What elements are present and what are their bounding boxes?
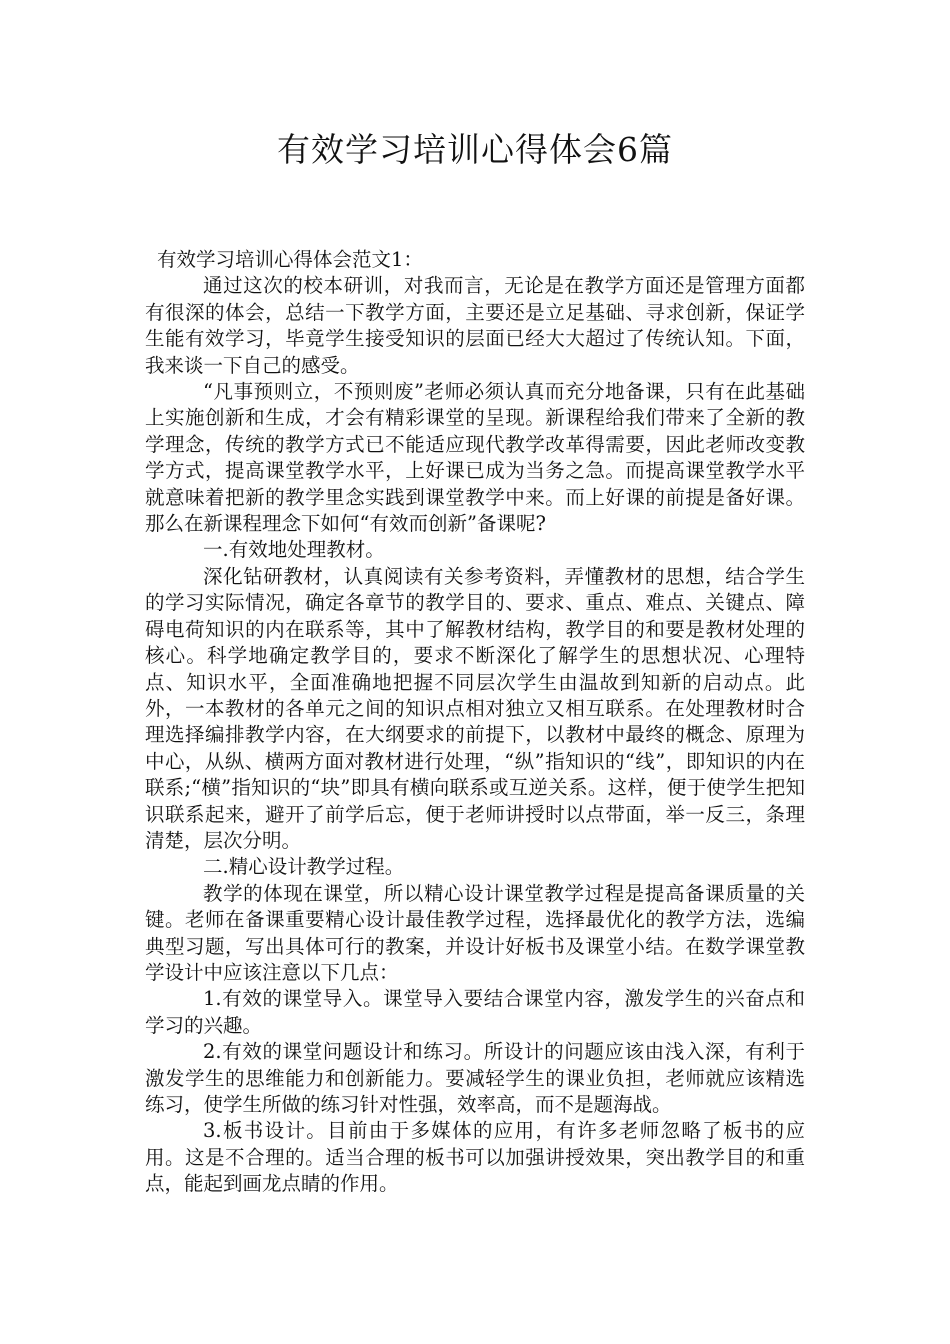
section-heading: 一.有效地处理教材。	[203, 538, 385, 562]
document-body	[145, 247, 805, 1198]
paragraph: 教学的体现在课堂，所以精心设计课堂教学过程是提高备课质量的关键。老师在备课重要精心设计最佳教学过程，选择最优化的教学方法，选编典型习题，写出具体可行的教案，并设计好板书及课堂小结。在数学课堂教学设计中应该注意以下几点：	[145, 881, 805, 984]
section-heading: 二.精心设计教学过程。	[203, 855, 405, 879]
list-item: 2.有效的课堂问题设计和练习。所设计的问题应该由浅入深，有利于激发学生的思维能力和创新能力。要减轻学生的课业负担，老师就应该精选练习，使学生所做的练习针对性强，效率高，而不是题海战。	[145, 1040, 805, 1116]
paragraph-intro-heading: 有效学习培训心得体会范文1：	[157, 248, 423, 271]
page-title: 有效学习培训心得体会6篇	[277, 130, 673, 169]
paragraph: 深化钻研教材，认真阅读有关参考资料，弄懂教材的思想，结合学生的学习实际情况，确定各章节的教学目的、要求、重点、难点、关键点、障碍电荷知识的内在联系等，其中了解教材结构，教学目的和要是教材处理的核心。科学地确定教学目的，要求不断深化了解学生的思想状况、心理特点、知识水平，全面准确地把握不同层次学生由温故到知新的启动点。此外，一本教材的各单元之间的知识点相对独立又相互联系。在处理教材时合理选择编排教学内容，在大纲要求的前提下，以教材中最终的概念、原理为中心，从纵、横两方面对教材进行处理，“纵”指知识的“线”，即知识的内在联系;“横”指知识的“块”即具有横向联系或互逆关系。这样，便于使学生把知识联系起来，避开了前学后忘，便于老师讲授时以点带面，举一反三，条理清楚，层次分明。	[145, 564, 805, 852]
list-item: 3.板书设计。目前由于多媒体的应用，有许多老师忽略了板书的应用。这是不合理的。适当合理的板书可以加强讲授效果，突出教学目的和重点，能起到画龙点睛的作用。	[145, 1119, 805, 1196]
list-item: 1.有效的课堂导入。课堂导入要结合课堂内容，激发学生的兴奋点和学习的兴趣。	[145, 987, 805, 1037]
paragraph: 通过这次的校本研训，对我而言，无论是在教学方面还是管理方面都有很深的体会，总结一下教学方面，主要还是立足基础、寻求创新，保证学生能有效学习，毕竟学生接受知识的层面已经大大超过了传统认知。下面，我来谈一下自己的感受。	[145, 274, 805, 377]
paragraph: “凡事预则立，不预则废”老师必须认真而充分地备课，只有在此基础上实施创新和生成，才会有精彩课堂的呈现。新课程给我们带来了全新的教学理念，传统的教学方式已不能适应现代教学改革得需要，因此老师改变教学方式，提高课堂教学水平，上好课已成为当务之急。而提高课堂教学水平就意味着把新的教学里念实践到课堂教学中来。而上好课的前提是备好课。那么在新课程理念下如何“有效而创新”备课呢?	[145, 380, 805, 536]
